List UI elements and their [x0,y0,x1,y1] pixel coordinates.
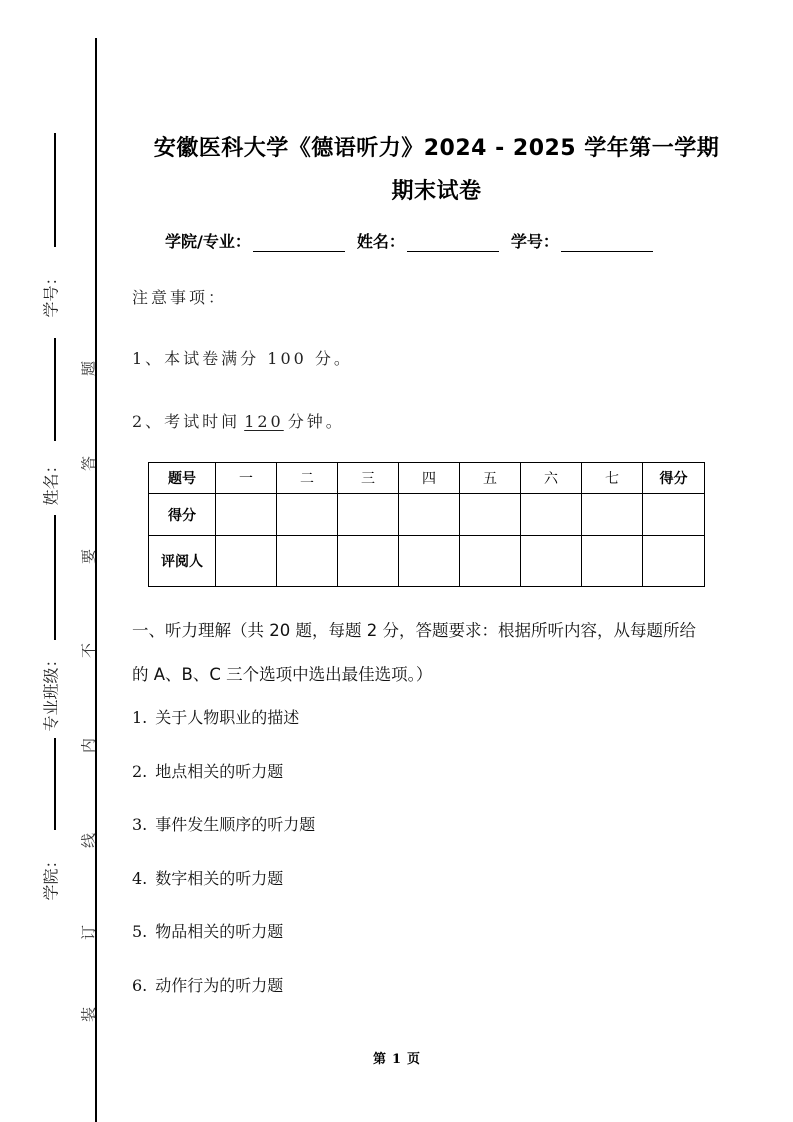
grader-cell[interactable] [643,536,705,587]
question-number: 1. [132,708,148,727]
margin-label-major-class: 专业班级： [41,651,61,732]
question-text: 事件发生顺序的听力题 [155,815,316,834]
score-total-cell[interactable] [643,494,705,536]
exam-duration-value: 120 [244,412,284,431]
notes-heading: 注意事项： [132,288,228,307]
note-item-2-prefix: 2、考试时间 [132,412,241,431]
question-item [132,866,283,889]
score-cell[interactable] [277,494,338,536]
header-cell: 一 [216,463,277,494]
exam-subtitle: 期末试卷 [391,179,482,204]
question-number: 2. [132,762,148,781]
header-cell: 得分 [643,463,705,494]
seal-char: 不 [79,643,98,659]
row-label: 得分 [149,494,216,536]
question-text: 地点相关的听力题 [155,762,284,781]
margin-label-student-id: 学号： [41,269,61,318]
header-cell: 二 [277,463,338,494]
page-number: 1 [391,1052,402,1067]
question-item [132,919,283,942]
seal-char: 内 [79,738,98,754]
page-footer [0,1048,793,1067]
score-cell[interactable] [521,494,582,536]
seal-char: 答 [79,456,98,472]
name-line[interactable] [54,515,56,640]
note-item-2 [132,409,345,432]
score-table [148,462,705,587]
score-cell[interactable] [216,494,277,536]
page-suffix: 页 [407,1052,421,1067]
score-cell[interactable] [338,494,399,536]
question-number: 6. [132,976,148,995]
name-label: 姓名： [356,232,405,251]
header-cell: 四 [399,463,460,494]
grader-row [149,536,705,587]
seal-char: 题 [79,361,98,377]
student-id-line[interactable] [54,338,56,441]
question-text: 数字相关的听力题 [155,869,284,888]
grader-cell[interactable] [338,536,399,587]
major-class-line[interactable] [54,738,56,830]
score-row [149,494,705,536]
question-text: 关于人物职业的描述 [155,708,300,727]
margin-label-college: 学院： [41,852,61,901]
exam-title: 安徽医科大学《德语听力》2024 - 2025 学年第一学期 [153,136,720,161]
score-cell[interactable] [399,494,460,536]
student-info-row [165,229,665,252]
page-prefix: 第 [372,1052,386,1067]
question-item [132,705,299,728]
header-cell: 题号 [149,463,216,494]
name-field [357,229,499,252]
question-number: 3. [132,815,148,834]
question-item [132,759,283,782]
student-id-field [511,229,653,252]
question-number: 5. [132,922,148,941]
question-text: 动作行为的听力题 [155,976,284,995]
score-cell[interactable] [582,494,643,536]
row-label: 评阅人 [149,536,216,587]
question-text: 物品相关的听力题 [155,922,284,941]
seal-char: 线 [79,833,98,849]
question-item [132,812,315,835]
margin-label-name: 姓名： [41,457,61,506]
seal-char: 装 [79,1007,98,1023]
header-cell: 七 [582,463,643,494]
note-item-1: 1、本试卷满分 100 分。 [132,349,353,368]
college-major-field [165,229,345,252]
college-major-input[interactable] [253,235,345,252]
college-major-label: 学院/专业： [165,232,251,251]
grader-cell[interactable] [216,536,277,587]
student-id-label: 学号： [510,232,559,251]
note-item-2-suffix: 分钟。 [287,412,345,431]
student-id-input[interactable] [561,235,653,252]
grader-cell[interactable] [460,536,521,587]
header-cell: 六 [521,463,582,494]
header-cell: 五 [460,463,521,494]
question-item [132,973,283,996]
grader-cell[interactable] [521,536,582,587]
question-number: 4. [132,869,148,888]
grader-cell[interactable] [277,536,338,587]
grader-cell[interactable] [399,536,460,587]
score-table-header [149,463,705,494]
grader-cell[interactable] [582,536,643,587]
seal-char: 要 [79,549,98,565]
header-cell: 三 [338,463,399,494]
score-cell[interactable] [460,494,521,536]
section-1-instructions: 一、听力理解（共 20 题，每题 2 分，答题要求：根据所听内容，从每题所给的 A、B、C 三个选项中选出最佳选项。） [132,621,696,684]
seal-char: 订 [79,925,98,941]
name-input[interactable] [407,235,499,252]
